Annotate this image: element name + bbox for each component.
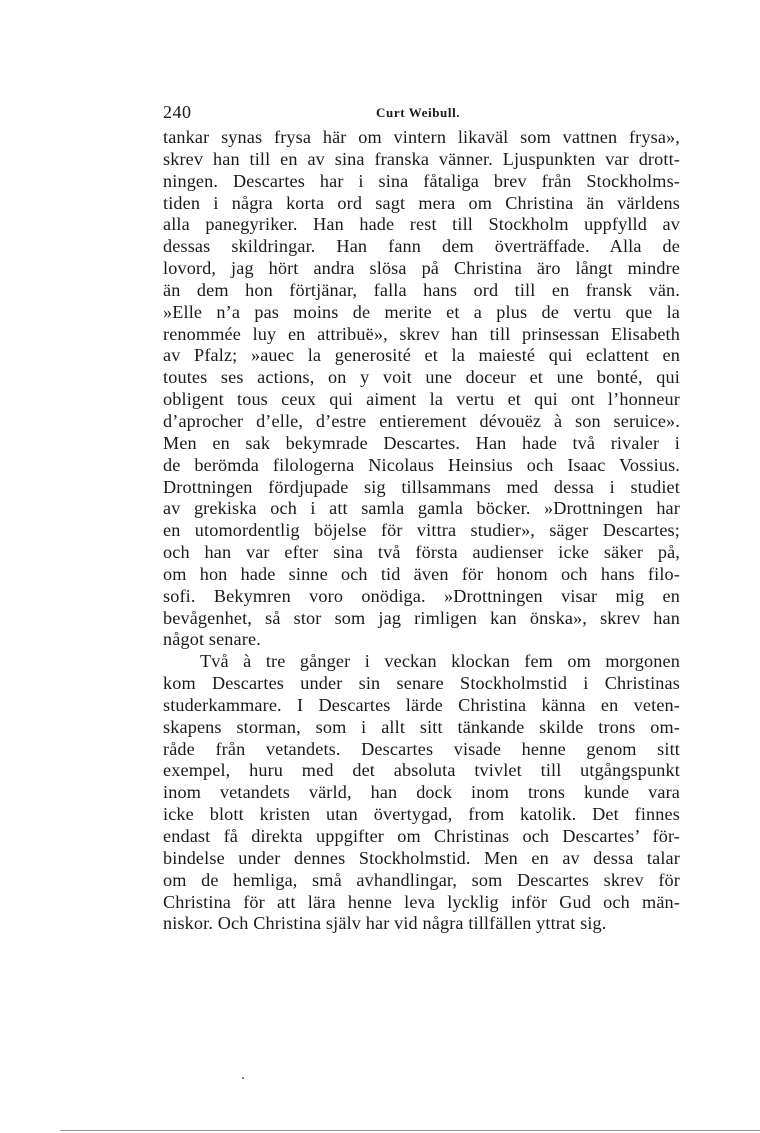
text-line: lovord, jag hört andra slösa på Christina äro långt mindre xyxy=(163,258,680,279)
text-line: ningen. Descartes har i sina fåtaliga brev från Stockholms- xyxy=(163,170,680,191)
text-line: om de hemliga, små avhandlingar, som Descartes skrev för xyxy=(163,869,680,890)
text-line: studerkammare. I Descartes lärde Christina känna en veten- xyxy=(163,694,680,715)
text-line: något senare. xyxy=(163,629,261,650)
text-line: kom Descartes under sin senare Stockholmstid i Christinas xyxy=(163,673,680,694)
text-line: om hon hade sinne och tid även för honom och hans filo- xyxy=(163,563,680,584)
text-line: skapens storman, som i allt sitt tänkande skilde trons om- xyxy=(163,716,680,737)
paragraph xyxy=(163,127,680,651)
text-line: av Pfalz; »auec la generosité et la maiesté qui eclattent en xyxy=(163,345,680,366)
body-text xyxy=(163,127,680,935)
scan-edge-line xyxy=(60,1130,760,1131)
text-line: sofi. Bekymren voro onödiga. »Drottningen visar mig en xyxy=(163,585,680,606)
text-line: dessas skildringar. Han fann dem överträffade. Alla de xyxy=(163,236,680,257)
text-line: råde från vetandets. Descartes visade henne genom sitt xyxy=(163,738,680,759)
text-line: alla panegyriker. Han hade rest till Stockholm uppfylld av xyxy=(163,214,680,235)
text-line: bindelse under dennes Stockholmstid. Men en av dessa talar xyxy=(163,847,680,868)
text-line: Två à tre gånger i veckan klockan fem om morgonen xyxy=(200,651,680,672)
text-line: skrev han till en av sina franska vänner. Ljuspunkten var drott- xyxy=(163,148,680,169)
text-line: en utomordentlig böjelse för vittra studier», säger Descartes; xyxy=(163,520,680,541)
text-line: av grekiska och i att samla gamla böcker. »Drottningen har xyxy=(163,498,680,519)
text-line: än dem hon förtjänar, falla hans ord till en fransk vän. xyxy=(163,279,680,300)
text-line: »Elle n’a pas moins de merite et a plus de vertu que la xyxy=(163,301,680,322)
text-line: och han var efter sina två första audienser icke säker på, xyxy=(163,542,680,563)
print-speck xyxy=(242,1077,244,1079)
text-line: Christina för att lära henne leva lycklig inför Gud och män- xyxy=(163,891,680,912)
text-line: tankar synas frysa här om vintern likaväl som vattnen frysa», xyxy=(163,127,680,147)
text-line: exempel, huru med det absoluta tvivlet till utgångspunkt xyxy=(163,760,680,781)
text-line: endast få direkta uppgifter om Christinas och Descartes’ för- xyxy=(163,826,680,846)
text-line: renommée luy en attribuë», skrev han till prinsessan Elisabeth xyxy=(163,323,680,344)
text-line: inom vetandets värld, han dock inom trons kunde vara xyxy=(163,782,680,803)
text-line: Drottningen fördjupade sig tillsammans med dessa i studiet xyxy=(163,476,680,497)
text-line: obligent tous ceux qui aiment la vertu et qui ont l’honneur xyxy=(163,389,680,410)
text-line: niskor. Och Christina själv har vid några tillfällen yttrat sig. xyxy=(163,913,607,934)
text-line: tiden i några korta ord sagt mera om Christina än världens xyxy=(163,192,680,213)
running-head: Curt Weibull. xyxy=(376,105,461,120)
text-line: bevågenhet, så stor som jag rimligen kan önska», skrev han xyxy=(163,607,680,628)
paragraph xyxy=(163,651,680,935)
text-line: d’aprocher d’elle, d’estre entierement dévouëz à son seruice». xyxy=(163,410,680,431)
text-line: toutes ses actions, on y voit une doceur et une bonté, qui xyxy=(163,367,680,388)
page-number: 240 xyxy=(163,102,192,122)
text-line: icke blott kristen utan övertygad, from katolik. Det finnes xyxy=(163,804,680,825)
text-line: Men en sak bekymrade Descartes. Han hade två rivaler i xyxy=(163,432,680,453)
page-header xyxy=(163,102,680,124)
text-line: de berömda filologerna Nicolaus Heinsius och Isaac Vossius. xyxy=(163,454,680,475)
